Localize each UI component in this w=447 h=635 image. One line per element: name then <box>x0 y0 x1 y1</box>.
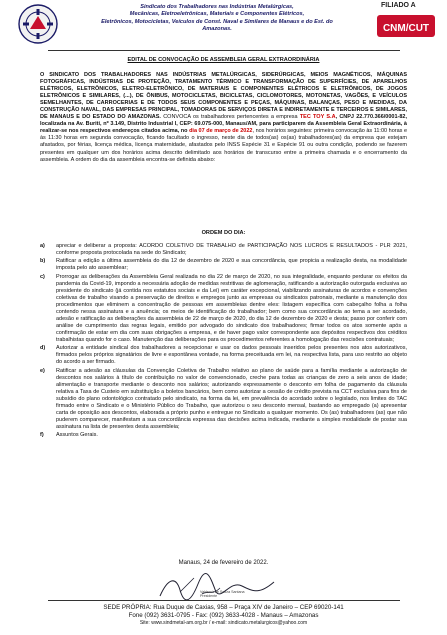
agenda-letter: d) <box>40 345 46 352</box>
intro-paragraph <box>40 72 407 164</box>
agenda-title: ORDEM DO DIA: <box>201 230 246 236</box>
agenda-item <box>40 243 407 257</box>
intro-meeting-date: dia 07 de março de 2022 <box>189 128 253 135</box>
agenda-letter: c) <box>40 273 45 280</box>
badge-text: CNM/CUT <box>382 23 430 34</box>
org-line: Sindicato dos Trabalhadores nas Indústrias Metalúrgicas, <box>140 4 294 10</box>
agenda-text: Ratificar a adesão as cláusulas da Convenção Coletiva de Trabalho relativo ao plano de saúde para a família mediante a autorização de descontos nos salários à título de contribuição no valor de convencionado, creche para todas as crianças de zero a seis anos de idade; alimentação e transporte mediante o desconto nos salários; autorizando expressamente o desconto em folha de pagamento da cláusula relativa a Taxa de Custeio em substituição a boletos bancários, bem como autorizar a cessão de crédito prevista na CCT exclusiva para fins de subsídio do plano odontológico contratado pelo sindicato, na forma da lei, em prevalência do acordado sobre o legislado, nos limites do TAC firmado entre o Sindicato e o Ministério Público do Trabalho, que autorizou o seu desconto mensal, bastando ao empregado (a) apresentar carta de oposição aos descontos, elaborada a próprio punho e entregue no Sindicato a qualquer momento. Os (as) trabalhadores (as) que não puderem comparecer, manifestam a sua concordância expressa das decisões acima indicada, mediante a simples modalidade de postar sua assinatura na lista de presentes desta assembleia; <box>56 367 407 430</box>
affiliation-logo <box>375 2 439 46</box>
document-title: EDITAL DE CONVOCAÇÃO DE ASSEMBLEIA GERAL EXTRAORDINÁRIA <box>127 57 320 63</box>
cnm-cut-logo-icon <box>377 11 435 41</box>
agenda-list <box>40 243 407 440</box>
footer-address: SEDE PRÓPRIA: Rua Duque de Caxias, 958 – Praça XIV de Janeiro – CEP 69020-141 <box>103 604 344 611</box>
agenda-text: apreciar e deliberar a proposta: ACORDO COLETIVO DE TRABALHO de PARTICIPAÇÃO NOS LUCROS E RESULTADOS - PLR 2021, conforme proposta protocolada na sede do Sindicato; <box>56 243 407 257</box>
agenda-item <box>40 368 407 431</box>
footer <box>20 604 427 626</box>
header-divider <box>48 50 400 51</box>
org-line: Amazonas. <box>202 26 232 33</box>
signatory-role: Presidente <box>200 594 218 599</box>
intro-company: TEC TOY S.A <box>299 114 336 121</box>
closing-date: Manaus, 24 de fevereiro de 2022. <box>178 560 269 566</box>
footer-divider <box>48 600 400 601</box>
intro-rest: , nos horários seguintes: primeira convocação às 11:00 horas e às 11:30 horas em segunda convocação, ficando facultado o ingresso, neste dia de todos(as) os(as) trabalhadores(as) da empresa que estejam afastados, por férias, licença médica, licença maternidade, afastados pelo INSS Espécie 31 e Espécie 91 ou outra condição, podendo se fazerem presentes em qualquer um dos horários acima descrito delimitado aos horários de transcurso entre a primeira chamada e o encerramento da assembleia. A ordem do dia da assembleia encontra-se definida abaixo: <box>40 128 408 163</box>
agenda-letter: f) <box>40 432 44 439</box>
agenda-item <box>40 258 407 272</box>
org-line: Eletrônicos, Motocicletas, Veículos de Const. Naval e Similares de Manaus e do Est. do <box>101 18 333 25</box>
agenda-item <box>40 432 407 439</box>
signatory-name: Valdemir de Souza Santana <box>200 590 245 594</box>
org-line: Mecânicas, Eletroeletrônicas, Materiais e Componentes Elétricos, <box>129 11 305 18</box>
agenda-letter: e) <box>40 367 45 374</box>
agenda-item <box>40 274 407 344</box>
agenda-text: Prorrogar as deliberações da Assembleia Geral realizada no dia 22 de março de 2020, no sua integralidade, enquanto perdurar os efeitos da pandemia da Covid-19, impondo a necessária adoção de medidas restritivas de aglomeração, ratificando a autorização outorgada exclusiva ao presidente do sindicato (já contida nos estatutos sociais e da Lei) em caráter excepcional, viabilizando assinaturas de acordos e convenções coletivas de trabalho visando a preservação de direitos e empregos junto as empresas ou sindicatos patronais, mediante a manutenção dos procedimentos que eliminem a concentração de pessoas em assembleias dentre eles: listagem específica com cabeçalho folha a folha contendo nessa assinatura e a anuência; os meios de identificação do trabalhador; bem como sua concordância ao tema a ser acordado, adesão e ratificação as deliberações da assembleia de 22 de março de 2020, do dia 12 de dezembro de 2020 e desta; passo por conferir com análise de cumprimento das regras legais, emitido por advogado do sindicato dos trabalhadores; firmar todos os atos somente após a confirmação de estar em dia com suas obrigações a empresa, e de haver pago valor correspondente aos depósitos respectivos dos créditos trabalhistas quando for o caso. Manutenção das deliberações para os procedimentos referentes a homologação das rescisões contratuais; <box>56 273 407 343</box>
agenda-item <box>40 345 407 366</box>
agenda-text: Autorizar a entidade sindical dos trabalhadores a recepcionar e usar os dados pessoais inseridos pelos presentes nos atos autorizativos, firmados pelos próprios signatários de livre e espontânea vontade, na forma preceituada em lei, na respectiva lista, para uso restrito ao objeto do acordo a ser firmado. <box>56 345 407 366</box>
footer-web: Site: www.sindmetal-am.org.br / e-mail: sindicato.metalurgicos@yahoo.com <box>139 620 308 626</box>
affiliation-label: FILIADO A <box>381 2 416 9</box>
intro-union-name: O SINDICATO DOS TRABALHADORES NAS INDÚSTRIAS METALÚRGICAS, SIDERÚRGICAS, MEIOS MAGNÉTICOS, MÁQUINAS FOTOGRÁFICAS, INDÚSTRIAS DE PROTEÇÃO, TRATAMENTO TÉRMICO E TRANSFORMAÇÃO DE SUPERFÍCIES, DE APARELHOS ELÉTRICOS, ELETRÔNICOS, ELETRO-ELETRÔNICO, DE MATERIAIS E COMPONENTES ELÉTRICOS E ELETRÔNICOS, DE JOGOS ELETRÔNICOS E SIMILARES, (...), DE ÔNIBUS, MOTOCICLETAS, BICICLETAS, CICLOMOTORES, MOTONETAS, VAGÕES, E VEÍCULOS SEMELHANTES, DE CARROCERIAS E DE TODOS SEUS COMPONENTES E PEÇAS, MÁQUINAS, BALANÇAS, PESO E MEDIDAS, DA CONSTRUÇÃO NAVAL, DAS EMPRESAS PRINCIPAL, TOMADORAS DE SERVIÇOS DIRETA E INDIRETAMENTE E TERCEIROS E SIMILARES, DE MANAUS E DO ESTADO DO AMAZONAS. <box>40 72 407 121</box>
signature-caption <box>200 590 245 599</box>
agenda-letter: b) <box>40 258 46 265</box>
footer-phones: Fone (092) 3631-0795 - Fax: (092) 3633-4028 - Manaus – Amazonas <box>128 612 319 619</box>
agenda-text: Assuntos Gerais. <box>56 432 98 439</box>
intro-company-details: , CNPJ 22.770.366/0001-82, localizada na Av. Buriti, nº 3.149, Distrito Industrial I, CEP: 69.075-000, Manaus/AM, para participarem da Assembleia Geral Extraordinária, à realizar-se nos respectivos endereços citados acima, no <box>40 114 407 135</box>
intro-convoca: CONVOCA os trabalhadores pertencentes a empresa <box>160 114 300 121</box>
letterhead <box>0 0 447 48</box>
organization-name <box>62 4 372 34</box>
agenda-text: Ratificar a edição a última assembleia do dia 12 de dezembro de 2020 e sua concordância, que propicia a realização desta, na modalidade imposta pelo ato assemblear; <box>56 258 407 272</box>
union-logo-icon <box>16 3 60 45</box>
agenda-letter: a) <box>40 243 45 249</box>
